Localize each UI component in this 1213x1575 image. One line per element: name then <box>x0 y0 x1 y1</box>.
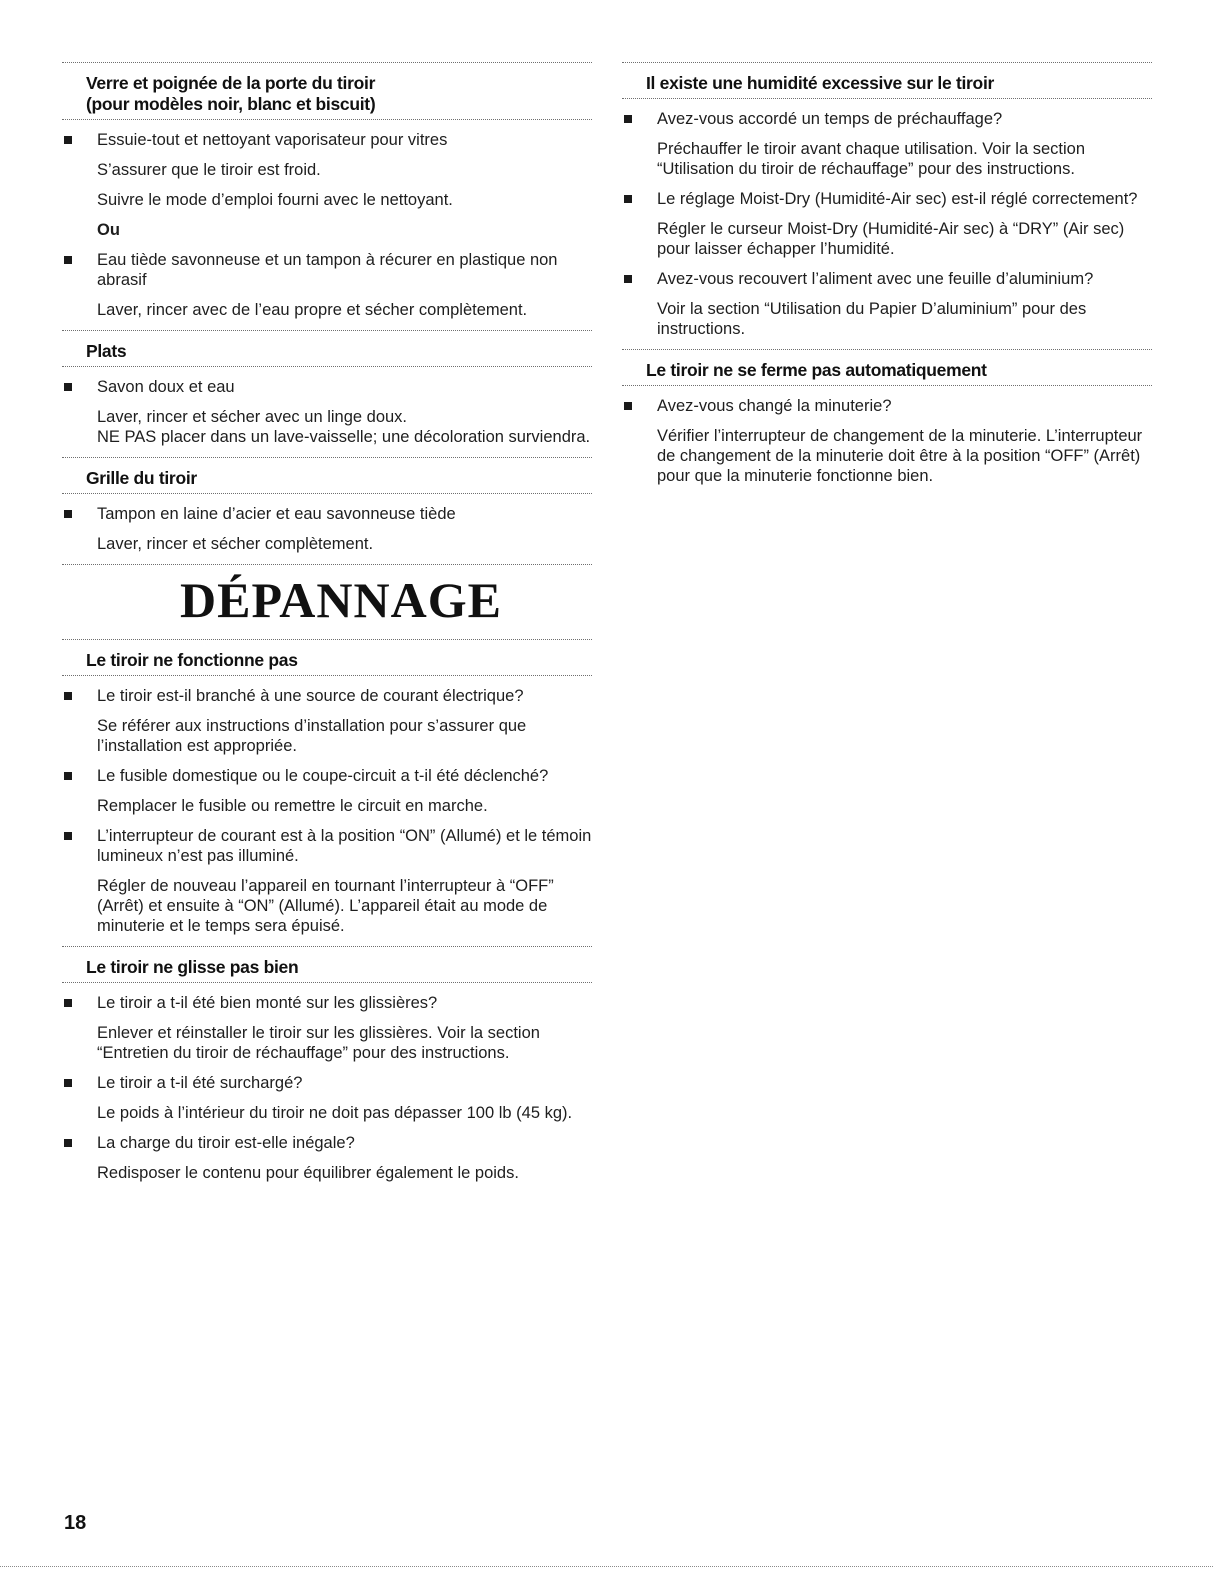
item-list <box>622 99 1152 339</box>
bullet-icon <box>624 195 632 203</box>
section-not-closing <box>622 349 1152 486</box>
list-item <box>62 686 592 756</box>
bottom-rule <box>0 1566 1213 1567</box>
item-answer: Préchauffer le tiroir avant chaque utilisation. Voir la section “Utilisation du tiroir de réchauffage” pour des instructions. <box>657 140 1086 178</box>
item-answer: Voir la section “Utilisation du Papier D’aluminium” pour des instructions. <box>657 300 1087 338</box>
item-answer: Enlever et réinstaller le tiroir sur les glissières. Voir la section “Entretien du tiroir de réchauffage” pour des instructions. <box>97 1024 540 1062</box>
section-dishes <box>62 330 592 447</box>
section-title: Le tiroir ne se ferme pas automatiquement <box>622 350 1152 386</box>
bullet-icon <box>64 692 72 700</box>
item-answer: Le poids à l’intérieur du tiroir ne doit pas dépasser 100 lb (45 kg). <box>97 1104 573 1122</box>
item-question: Avez-vous changé la minuterie? <box>657 397 892 415</box>
item-label: Savon doux et eau <box>97 378 235 396</box>
section-title: Plats <box>62 331 592 367</box>
item-question: Avez-vous recouvert l’aliment avec une feuille d’aluminium? <box>657 270 1094 288</box>
page-title: DÉPANNAGE <box>180 572 502 628</box>
item-detail: Laver, rincer et sécher complètement. <box>97 535 374 553</box>
item-label: Tampon en laine d’acier et eau savonneuse tiède <box>97 505 456 523</box>
list-item <box>62 504 592 554</box>
item-answer: Régler de nouveau l’appareil en tournant l’interrupteur à “OFF” (Arrêt) et ensuite à “ON” (Allumé). L’appareil était au mode de minuterie et le temps sera épuisé. <box>97 877 554 935</box>
item-question: Le tiroir est-il branché à une source de courant électrique? <box>97 687 524 705</box>
item-label: Essuie-tout et nettoyant vaporisateur pour vitres <box>97 131 448 149</box>
item-answer: Se référer aux instructions d’installation pour s’assurer que l’installation est appropriée. <box>97 717 527 755</box>
bullet-icon <box>64 256 72 264</box>
item-question: Le réglage Moist-Dry (Humidité-Air sec) est-il réglé correctement? <box>657 190 1138 208</box>
list-item <box>62 1073 592 1123</box>
list-item <box>62 377 592 447</box>
list-item <box>622 189 1152 259</box>
bullet-icon <box>64 383 72 391</box>
item-detail: S’assurer que le tiroir est froid. <box>97 161 321 179</box>
item-question: Le tiroir a t-il été bien monté sur les glissières? <box>97 994 438 1012</box>
right-column <box>622 62 1152 496</box>
bullet-icon <box>64 832 72 840</box>
item-label: Eau tiède savonneuse et un tampon à récurer en plastique non abrasif <box>97 251 558 289</box>
item-question: L’interrupteur de courant est à la position “ON” (Allumé) et le témoin lumineux n’est pas illuminé. <box>97 827 592 865</box>
list-item <box>62 766 592 816</box>
section-title: Grille du tiroir <box>62 458 592 494</box>
section-title-line: Verre et poignée de la porte du tiroir <box>86 73 376 93</box>
item-question: Avez-vous accordé un temps de préchauffage? <box>657 110 1003 128</box>
bullet-icon <box>64 1079 72 1087</box>
item-answer: Régler le curseur Moist-Dry (Humidité-Air sec) à “DRY” (Air sec) pour laisser échapper l’humidité. <box>657 220 1125 258</box>
bullet-icon <box>64 999 72 1007</box>
list-item <box>622 109 1152 179</box>
item-answer: Remplacer le fusible ou remettre le circuit en marche. <box>97 797 488 815</box>
section-title: Le tiroir ne fonctionne pas <box>62 640 592 676</box>
left-column <box>62 62 592 1193</box>
bullet-icon <box>624 115 632 123</box>
section-drawer-not-working <box>62 639 592 936</box>
item-list <box>622 386 1152 486</box>
item-detail: Laver, rincer avec de l’eau propre et sécher complètement. <box>97 301 528 319</box>
section-door-glass <box>62 62 592 320</box>
list-item <box>62 826 592 936</box>
page-number: 18 <box>64 1512 87 1534</box>
or-separator: Ou <box>97 221 120 239</box>
bullet-icon <box>64 772 72 780</box>
section-title: Le tiroir ne glisse pas bien <box>62 947 592 983</box>
list-item <box>62 1133 592 1183</box>
item-question: Le tiroir a t-il été surchargé? <box>97 1074 303 1092</box>
bullet-icon <box>64 510 72 518</box>
bullet-icon <box>64 1139 72 1147</box>
item-list <box>62 367 592 447</box>
item-detail: Suivre le mode d’emploi fourni avec le nettoyant. <box>97 191 453 209</box>
item-detail: Laver, rincer et sécher avec un linge doux. <box>97 408 408 426</box>
item-list <box>62 120 592 320</box>
item-list <box>62 676 592 936</box>
item-list <box>62 494 592 554</box>
item-question: Le fusible domestique ou le coupe-circuit a t-il été déclenché? <box>97 767 549 785</box>
item-answer: Vérifier l’interrupteur de changement de la minuterie. L’interrupteur de changement de la minuterie doit être à la position “OFF” (Arrêt) pour que la minuterie fonctionne bien. <box>657 427 1143 485</box>
bullet-icon <box>624 402 632 410</box>
list-item <box>622 396 1152 486</box>
list-item <box>62 993 592 1063</box>
section-drawer-not-sliding <box>62 946 592 1183</box>
list-item <box>62 130 592 240</box>
bullet-icon <box>624 275 632 283</box>
section-title-line: (pour modèles noir, blanc et biscuit) <box>86 94 376 114</box>
list-item <box>62 250 592 320</box>
bullet-icon <box>64 136 72 144</box>
list-item <box>622 269 1152 339</box>
section-title <box>62 63 592 120</box>
section-title: Il existe une humidité excessive sur le tiroir <box>622 63 1152 99</box>
section-excess-humidity <box>622 62 1152 339</box>
item-detail: NE PAS placer dans un lave-vaisselle; une décoloration surviendra. <box>97 428 591 446</box>
item-list <box>62 983 592 1183</box>
item-question: La charge du tiroir est-elle inégale? <box>97 1134 355 1152</box>
item-answer: Redisposer le contenu pour équilibrer également le poids. <box>97 1164 519 1182</box>
section-drawer-rack <box>62 457 592 554</box>
